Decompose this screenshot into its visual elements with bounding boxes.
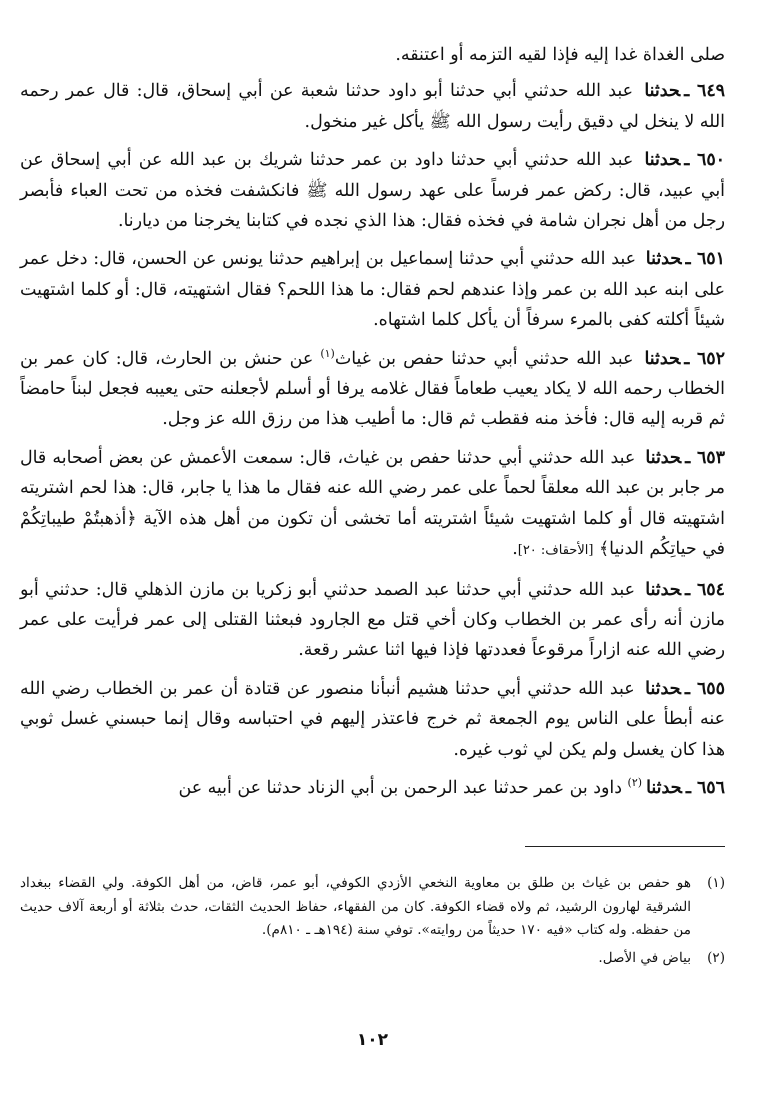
footnote-ref-2[interactable]: (٢) <box>627 776 643 790</box>
hadith-number: ٦٥٤ ـ <box>685 579 725 600</box>
hadith-text: داود بن عمر حدثنا عبد الرحمن بن أبي الزناد حدثنا عن أبيه عن <box>178 777 623 798</box>
book-page <box>20 40 725 1080</box>
hadith-text: عبد الله حدثني أبي حدثنا أبو داود حدثنا شعبة عن أبي إسحاق، قال: قال عمر رحمه الله لا ينخل لي دقيق رأيت رسول الله ﷺ يأكل غير منخول. <box>20 81 725 132</box>
hadith-text-after: . <box>512 539 518 560</box>
footnote-text: هو حفص بن غياث بن طلق بن معاوية النخعي الأزدي الكوفي، أبو عمر، قاض، من أهل الكوفة. ولي القضاء ببغداد الشرقية لهارون الرشيد، ثم ولاه قضاء الكوفة. كان من الفقهاء، حفاظ الحديث الثقات، حدث بثلاثة أو أربعة آلاف حديث من حفظه. وله كتاب «فيه ١٧٠ حديثاً من روايته». توفي سنة (١٩٤هـ ـ ٨١٠م). <box>20 875 691 938</box>
hadith-number: ٦٥٠ ـ <box>684 150 726 171</box>
footnotes <box>20 872 725 974</box>
keyword-haddathana: حدثنا <box>644 150 681 171</box>
footnote-separator <box>525 846 725 847</box>
footnote-2 <box>20 947 725 971</box>
hadith-text: عبد الله حدثني أبي حدثنا إسماعيل بن إبراهيم حدثنا يونس عن الحسن، قال: دخل عمر على ابنه عبد الله بن عمر وإذا عندهم لحم فقال: ما هذا اللحم؟ فقال اشتهيته، قال: أو كلما اشتهيت شيئاً أكلته كفى بالمرء سرفاً أن يأكل كلما اشتهاه. <box>20 249 725 331</box>
hadith-653 <box>20 443 725 567</box>
hadith-text: عبد الله حدثني أبي حدثنا هشيم أنبأنا منصور عن قتادة أن عمر بن الخطاب رضي الله عنه أبطأ على الناس يوم الجمعة ثم خرج فاعتذر إليهم في احتباسه وقال إنما حبسني غسل ثوبي هذا كان يغسل ولم يكن لي ثوب غيره. <box>20 678 725 760</box>
intro-continuation: صلى الغداة غدا إليه فإذا لقيه التزمه أو اعتنقه. <box>395 45 725 65</box>
hadith-text: عبد الله حدثني أبي حدثنا عبد الصمد حدثني أبو زكريا بن مازن الذهلي قال: حدثني أبو مازن أنه رأى عمر بن الخطاب وكان أخي قتل مع الجارود فبعثنا القتلى إلى عمر فرأيت على عمر رضي الله عنه ازاراً مرقوعاً فعددتها فإذا فيها اثنا عشر رقعة. <box>20 579 725 661</box>
quran-verse: ﴿أذهبتُمْ طيباتِكُمْ في حياتِكُم الدنيا﴾ <box>20 508 725 560</box>
hadith-649 <box>20 76 725 137</box>
keyword-haddathana: حدثنا <box>645 678 681 699</box>
hadith-text-after: عن حنش بن الحارث، قال: كان عمر بن الخطاب رحمه الله لا يكاد يعيب طعاماً فقال غلامه يرفا أو أسلم لأجعلنه حتى يعيبه فجعل لبناً حامضاً ثم قربه إليه قال: فأخذ منه فقطب ثم قال: ما أطيب هذا من رزق الله عز وجل. <box>20 348 725 430</box>
hadith-652 <box>20 344 725 435</box>
hadith-number: ٦٤٩ ـ <box>684 81 726 102</box>
hadith-number: ٦٥١ ـ <box>685 249 725 270</box>
hadith-text: عبد الله حدثني أبي حدثنا داود بن عمر حدثنا شريك بن عبد الله عن أبي إسحاق عن أبي عبيد، قال: ركض عمر فرساً على عهد رسول الله ﷺ فانكشفت فخذه من تحت العباء فأبصر رجل من أهل نجران شامة في فخذه فقال: هذا الذي نجده في كتابنا يخرجنا من ديارنا. <box>20 150 725 232</box>
quran-reference: [الأحقاف: ٢٠] <box>517 543 594 559</box>
hadith-number: ٦٥٢ ـ <box>684 348 725 369</box>
hadith-text-before: عبد الله حدثني أبي حدثنا حفص بن غياث <box>334 348 634 369</box>
keyword-haddathana: حدثنا <box>645 249 682 270</box>
keyword-haddathana: حدثنا <box>645 579 682 600</box>
footnote-text: بياض في الأصل. <box>598 949 691 966</box>
keyword-haddathana: حدثنا <box>646 777 682 798</box>
main-text <box>20 40 725 803</box>
footnote-ref-1[interactable]: (١) <box>320 346 335 360</box>
keyword-haddathana: حدثنا <box>644 81 681 102</box>
hadith-number: ٦٥٥ ـ <box>684 678 725 699</box>
hadith-654 <box>20 575 725 666</box>
hadith-655 <box>20 674 725 765</box>
hadith-651 <box>20 244 725 335</box>
hadith-number: ٦٥٣ ـ <box>685 447 725 468</box>
hadith-650 <box>20 145 725 236</box>
page-number: ١٠٢ <box>356 1030 389 1050</box>
hadith-656 <box>20 773 725 803</box>
footnote-marker: (٢) <box>707 949 725 966</box>
footnote-1 <box>20 872 725 943</box>
footnote-marker: (١) <box>707 875 725 891</box>
hadith-number: ٦٥٦ ـ <box>685 777 725 798</box>
keyword-haddathana: حدثنا <box>645 447 682 468</box>
keyword-haddathana: حدثنا <box>644 348 681 369</box>
hadith-text-before: عبد الله حدثني أبي حدثنا حفص بن غياث، قال: سمعت الأعمش عن بعض أصحابه قال مر جابر بن عبد الله معلقاً لحماً على عمر رضي الله عنه فقال ما هذا يا جابر، قال: هذا لحم اشتريته اشتهيته قال أو كلما اشتهيت شيئاً اشتريته أما تخشى أن تكون من أهل هذه الآية <box>20 447 726 529</box>
